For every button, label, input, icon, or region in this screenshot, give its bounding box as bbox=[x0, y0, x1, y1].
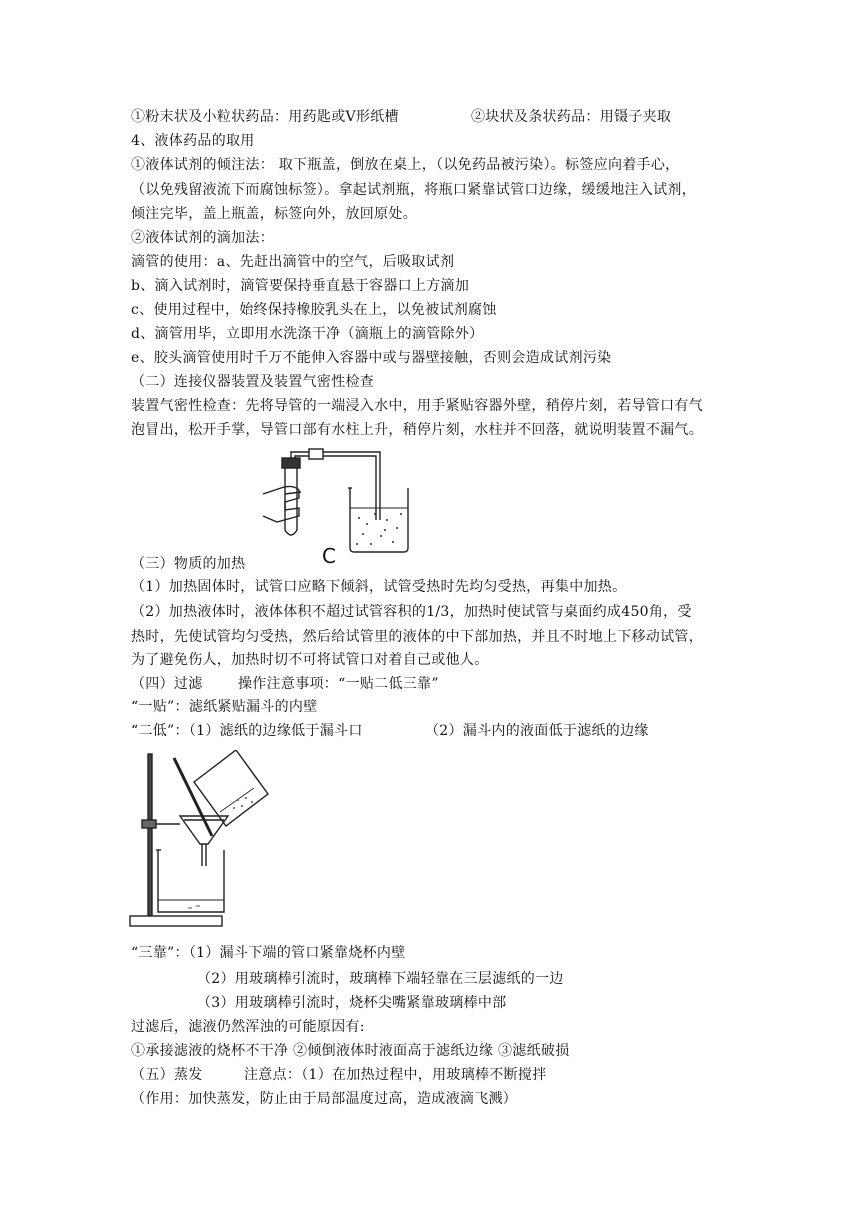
heading-heating: （三）物质的加热 bbox=[131, 556, 246, 572]
line-dropper-d: d、滴管用毕，立即用水洗涤干净（滴瓶上的滴管除外） bbox=[131, 326, 484, 342]
line-pouring-3: 倾注完毕，盖上瓶盖，标签向外，放回原处。 bbox=[131, 206, 417, 222]
filtration-figure bbox=[128, 750, 288, 930]
line-san-kao-1: “三靠”：（1）漏斗下端的管口紧靠烧杯内壁 bbox=[131, 945, 406, 961]
heading-filtration: （四）过滤 bbox=[131, 676, 203, 692]
line-dropper-c: c、使用过程中，始终保持橡胶乳头在上，以免被试剂腐蚀 bbox=[131, 302, 497, 318]
line-powder-solids: ①粉末状及小粒状药品：用药匙或V形纸槽 bbox=[131, 109, 399, 125]
line-filtration-notes: 操作注意事项：“一贴二低三靠” bbox=[238, 676, 439, 692]
line-dropper-b: b、滴入试剂时，滴管要保持垂直悬于容器口上方滴加 bbox=[131, 278, 470, 294]
line-turbid-list: ①承接滤液的烧杯不干净 ②倾倒液体时液面高于滤纸边缘 ③滤纸破损 bbox=[131, 1043, 570, 1059]
figure-label-c: C bbox=[322, 544, 336, 568]
heading-dropping: ②液体试剂的滴加法： bbox=[131, 230, 274, 246]
line-yi-tie: “一贴”：滤纸紧贴漏斗的内壁 bbox=[131, 699, 318, 715]
heading-liquid-reagents: 4、液体药品的取用 bbox=[131, 133, 255, 149]
heading-apparatus: （二）连接仪器装置及装置气密性检查 bbox=[131, 374, 375, 390]
line-turbid-reasons: 过滤后，滤液仍然浑浊的可能原因有: bbox=[131, 1019, 365, 1035]
line-heating-liquid-1: （2）加热液体时，液体体积不超过试管容积的1/3，加热时使试管与桌面约成450角，受 bbox=[131, 604, 692, 620]
line-dropper-e: e、胶头滴管使用时千万不能伸入容器中或与器壁接触，否则会造成试剂污染 bbox=[131, 350, 612, 366]
line-heating-liquid-2: 热时，先使试管均匀受热，然后给试管里的液体的中下部加热，并且不时地上下移动试管， bbox=[131, 629, 703, 645]
line-pouring-1: ①液体试剂的倾注法： 取下瓶盖，倒放在桌上，（以免药品被污染）。标签应向着手心， bbox=[131, 157, 680, 173]
line-san-kao-3: （3）用玻璃棒引流时，烧杯尖嘴紧靠玻璃棒中部 bbox=[197, 995, 507, 1011]
heading-evaporation: （五）蒸发 bbox=[131, 1067, 203, 1083]
line-airtight-2: 泡冒出，松开手掌，导管口部有水柱上升，稍停片刻，水柱并不回落，就说明装置不漏气。 bbox=[131, 422, 703, 438]
line-san-kao-2: （2）用玻璃棒引流时，玻璃棒下端轻靠在三层滤纸的一边 bbox=[197, 971, 564, 987]
line-er-di-2: （2）漏斗内的液面低于滤纸的边缘 bbox=[425, 723, 649, 739]
line-heating-liquid-3: 为了避免伤人，加热时切不可将试管口对着自己或他人。 bbox=[131, 652, 489, 668]
line-block-solids: ②块状及条状药品：用镊子夹取 bbox=[471, 109, 672, 125]
line-airtight-1: 装置气密性检查：先将导管的一端浸入水中，用手紧贴容器外壁，稍停片刻，若导管口有气 bbox=[131, 398, 703, 414]
line-er-di-1: “二低”：（1）滤纸的边缘低于漏斗口 bbox=[131, 723, 363, 739]
line-evaporation-purpose: （作用：加快蒸发，防止由于局部温度过高，造成液滴飞溅） bbox=[131, 1091, 518, 1107]
line-pouring-2: （以免残留液流下而腐蚀标签）。拿起试剂瓶，将瓶口紧靠试管口边缘，缓缓地注入试剂， bbox=[131, 182, 696, 198]
line-evaporation-notes: 注意点：（1）在加热过程中，用玻璃棒不断搅拌 bbox=[244, 1067, 547, 1083]
line-dropper-a: 滴管的使用：a、先赶出滴管中的空气，后吸取试剂 bbox=[131, 254, 455, 270]
line-heating-solid: （1）加热固体时，试管口应略下倾斜，试管受热时先均匀受热，再集中加热。 bbox=[131, 579, 627, 595]
